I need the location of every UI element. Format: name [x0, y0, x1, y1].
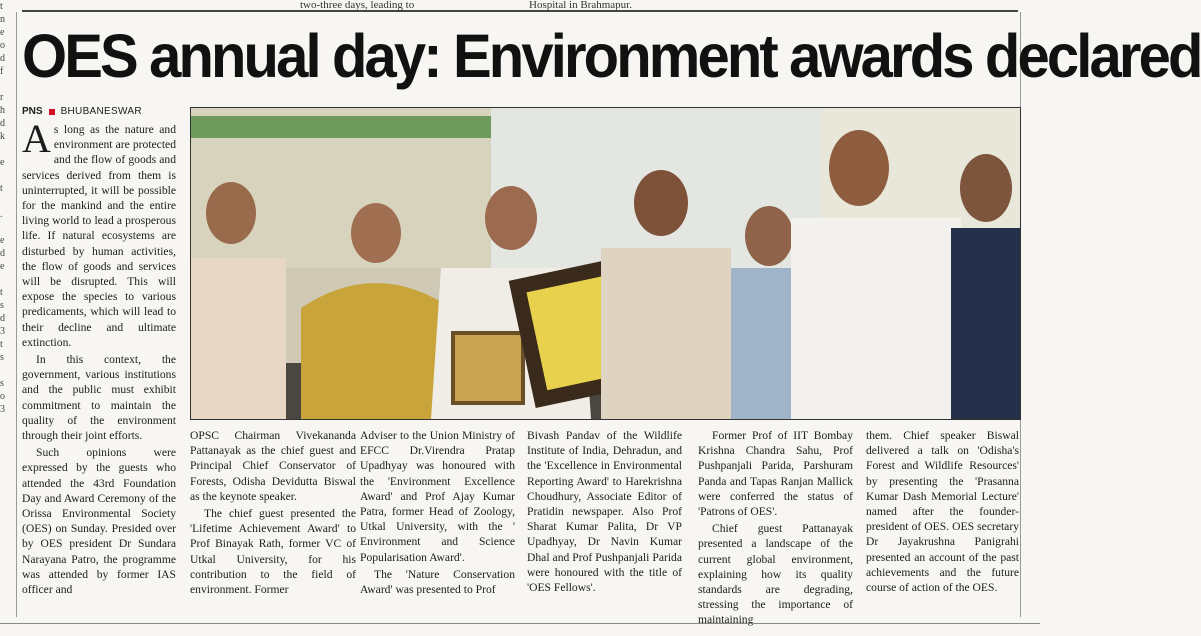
article-column-4 [527, 428, 682, 597]
gutter-char: 3 [0, 404, 5, 415]
gutter-char: d [0, 118, 5, 129]
article-column-3 [360, 428, 515, 599]
gutter-char: r [0, 92, 4, 103]
gutter-char: t [0, 339, 3, 350]
gutter-char: s [0, 300, 4, 311]
gutter-char: e [0, 261, 5, 272]
clipped-top-text [300, 0, 632, 11]
bullet-square-icon [49, 109, 55, 115]
gutter-char [0, 364, 8, 377]
event-photo [190, 107, 1021, 420]
paragraph: In this context, the government, various institutions and the public must exhibit commitment to maintain the quality of the environment through their joint efforts. [22, 353, 176, 443]
byline-agency: PNS [22, 106, 43, 117]
article-column-5 [698, 428, 853, 630]
gutter-char: 3 [0, 326, 5, 337]
gutter-char: d [0, 53, 5, 64]
gutter-char: o [0, 391, 5, 402]
gutter-char [0, 169, 8, 182]
gutter-char: f [0, 66, 4, 77]
gutter-char: d [0, 313, 5, 324]
article-column-1 [22, 116, 176, 599]
gutter-char: t [0, 183, 3, 194]
gutter-char: d [0, 248, 5, 259]
gutter-char: e [0, 157, 5, 168]
gutter-char [0, 78, 8, 91]
gutter-char [0, 273, 8, 286]
left-gutter-text [0, 0, 8, 620]
gutter-char: s [0, 352, 4, 363]
clipped-bottom-text [0, 623, 1040, 636]
gutter-char: t [0, 1, 3, 12]
gutter-char: k [0, 131, 5, 142]
paragraph-text: s long as the nature and environment are protected and the flow of goods and services derived from them is uninterrupted, it will be possible for the mankind and the entire living world to lead a prosperous life. If natural ecosystems are disturbed by human activities, the flow of goods and services will be disrupted. This will expose the species to various predicaments, which will lead to their decline and ultimate extinction. [22, 123, 176, 349]
article-headline: OES annual day: Environment awards declared [22, 22, 1201, 90]
paragraph: Chief guest Pattanayak presented a landscape of the current global environment, explaining how its quality standards are degrading, stressing the importance of maintaining [698, 522, 853, 627]
paragraph: them. Chief speaker Biswal delivered a talk on 'Odisha's Forest and Wildlife Resources' by presenting the 'Prasanna Kumar Dash Memorial Lecture' named after the founder-president of OES. OES secretary Dr Jayakrushna Panigrahi presented an account of the past achievements and the future course of action of the OES. [866, 429, 1019, 595]
article-column-6 [866, 428, 1019, 597]
clipped-top-left: two-three days, leading to [300, 0, 415, 11]
gutter-char: s [0, 378, 4, 389]
paragraph: Bivash Pandav of the Wildlife Institute of India, Dehradun, and the 'Excellence in Environmental Reporting Award' to Harekrishna Choudhury, Associate Editor of Pratidin newspaper. Also Prof Sharat Kumar Palita, Dr VP Upadhyay, Dr Navin Kumar Dhal and Prof Pushpanjali Parida were honoured with the title of 'OES Fellows'. [527, 429, 682, 595]
gutter-char [0, 221, 8, 234]
gutter-char: h [0, 105, 5, 116]
clipped-top-right: Hospital in Brahmapur. [529, 0, 632, 11]
gutter-char: t [0, 287, 3, 298]
paragraph [22, 116, 176, 350]
gutter-char: o [0, 40, 5, 51]
top-rule [22, 10, 1018, 12]
gutter-char: . [0, 209, 3, 220]
paragraph: The 'Nature Conservation Award' was presented to Prof [360, 567, 515, 597]
paragraph: Former Prof of IIT Bombay Krishna Chandra Sahu, Prof Pushpanjali Parida, Parshuram Panda and Tapas Ranjan Mallick were conferred the status of 'Patrons of OES'. [698, 429, 853, 519]
gutter-char [0, 195, 8, 208]
paragraph: Adviser to the Union Ministry of EFCC Dr.Virendra Pratap Upadhyay was honoured with the 'Environment Excellence Award' and Prof Ajay Kumar Patra, former Head of Zoology, Utkal University, with the ' Environment and Science Popularisation Award'. [360, 429, 515, 564]
dropcap: A [22, 116, 51, 161]
byline-location: BHUBANESWAR [60, 106, 142, 117]
paragraph: OPSC Chairman Vivekananda Pattanayak as the chief guest and Principal Chief Conservator of Forests, Odisha Devidutta Biswal as the keynote speaker. [190, 429, 356, 503]
gutter-char [0, 143, 8, 156]
paragraph: Such opinions were expressed by the guests who attended the 43rd Foundation Day and Award Ceremony of the Orissa Environmental Society (OES) on Sunday. Presided over by OES president Dr Sundara Narayana Patro, the programme was attended by former IAS officer and [22, 446, 176, 597]
article-column-2 [190, 428, 356, 599]
paragraph: The chief guest presented the 'Lifetime Achievement Award' to Prof Binayak Rath, former VC of Utkal University, for his contribution to the field of environment. Former [190, 507, 356, 597]
gutter-char: e [0, 27, 5, 38]
gutter-char: n [0, 14, 5, 25]
gutter-char: e [0, 235, 5, 246]
column-rule-left [16, 12, 17, 617]
